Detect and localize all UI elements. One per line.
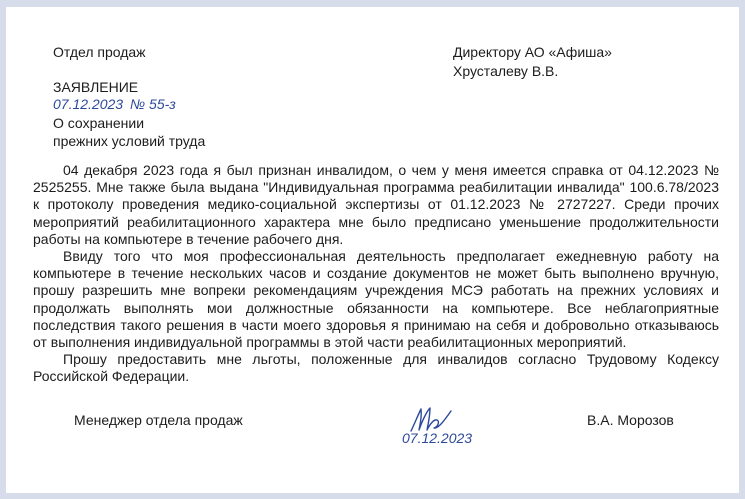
document-body [33, 162, 719, 386]
signature-date: 07.12.2023 [402, 430, 473, 446]
body-paragraph: Прошу предоставить мне льготы, положенные для инвалидов согласно Трудовому Кодексу Российской Федерации. [33, 351, 719, 385]
subject-line1: О сохранении [53, 115, 145, 131]
body-paragraph: Ввиду того что моя профессиональная деятельность предполагает ежедневную работу на компьютере в течение нескольких часов и создание документов не может быть выполнено вручную, прошу разрешить мне вопреки рекомендациям учреждения МСЭ работать на прежних условиях и продолжать выполнять мои должностные обязанности на компьютере. Все неблагоприятные последствия такого решения в части моего здоровья я принимаю на себя и добровольно отказываюсь от выполнения индивидуальной программы в этой части реабилитационных мероприятий. [33, 248, 719, 351]
addressee-line1: Директору АО «Афиша» [453, 44, 612, 60]
document-type: ЗАЯВЛЕНИЕ [53, 79, 139, 95]
subject-line2: прежних условий труда [53, 133, 206, 149]
addressee-line2: Хрусталеву В.В. [453, 63, 559, 79]
signer-position: Менеджер отдела продаж [74, 412, 243, 428]
body-paragraph: 04 декабря 2023 года я был признан инвалидом, о чем у меня имеется справка от 04.12.2023 № 2525255. Мне также была выдана "Индивидуальная программа реабилитации инвалида" 100.6.78/2023 к протоколу проведения медико-социальной экспертизы от 01.12.2023 № 2727227. Среди прочих мероприятий реабилитационного характера мне было предписано уменьшение продолжительности работы на компьютере в течение рабочего дня. [33, 162, 719, 247]
department: Отдел продаж [53, 44, 146, 60]
document-date: 07.12.2023 [53, 96, 124, 112]
signer-name: В.А. Морозов [587, 412, 674, 428]
document-page [6, 7, 739, 493]
document-number: № 55-з [130, 96, 176, 112]
